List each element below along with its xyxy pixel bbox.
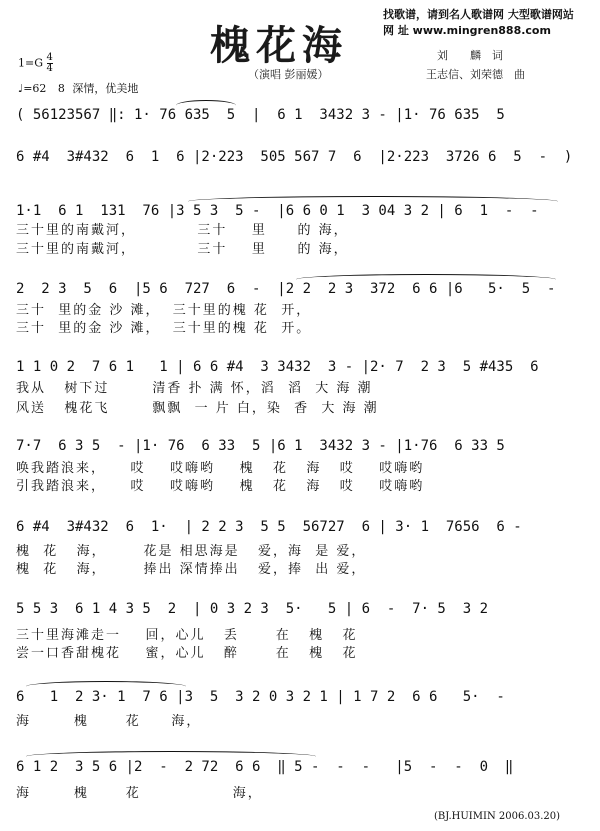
composer: 王志信、刘荣德 曲 (426, 68, 525, 81)
site-line-1: 找歌谱，请到名人歌谱网 大型歌谱网站 (383, 8, 574, 21)
staff-notes: 6 1 2 3· 1 7 6 |3 5 3 2 0 3 2 1 | 1 7 2 6 6 5· - (16, 689, 505, 705)
expression: 深情，优美地 (72, 82, 139, 95)
lyric-line: 三十 里的金 沙 滩， 三十里的槐 花 开， (16, 303, 312, 318)
lyric-line: 唤我踏浪来， 哎 哎嗨哟 槐 花 海 哎 哎嗨哟 (16, 461, 425, 476)
lyric-line: 槐 花 海， 花是 相思海是 爱，海 是 爱， (16, 544, 367, 559)
staff-notes: 5 5 3 6 1 4 3 5 2 | 0 3 2 3 5· 5 | 6 - 7· 5 3 2 (16, 601, 489, 617)
staff-notes: 6 #4 3#432 6 1 6 |2·223 505 567 7 6 |2·223 3726 6 5 - ) (16, 149, 573, 165)
staff-10 (16, 748, 586, 786)
staff-notes: 1·1 6 1 131 76 |3 5 3 5 - |6 6 0 1 3 04 3 2 | 6 1 - - (16, 203, 539, 219)
staff-notes: 6 #4 3#432 6 1· | 2 2 3 5 5 56727 6 | 3· 1 7656 6 - (16, 519, 522, 535)
slur (26, 751, 316, 762)
staff-7 (16, 508, 586, 546)
staff-notes: 1 1 0 2 7 6 1 1 | 6 6 #4 3 3432 3 - |2· 7 2 3 5 #435 6 (16, 359, 539, 375)
key: 1=G (18, 56, 44, 70)
lyric-line: 风送 槐花飞 飘飘 一 片 白，染 香 大 海 潮 (16, 401, 379, 416)
lyric-line: 我从 树下过 清香 扑 满 怀，滔 滔 大 海 潮 (16, 381, 373, 396)
slur (176, 100, 236, 111)
site-line-2: 网 址 www.mingren888.com (383, 24, 551, 37)
lyric-line: 尝一口香甜槐花 蜜，心儿 醉 在 槐 花 (16, 646, 358, 661)
slur (26, 681, 186, 692)
lyric-line: 海 槐 花 海， (16, 714, 202, 729)
lyric-line: 三十里海滩走一 回，心儿 丢 在 槐 花 (16, 628, 358, 643)
staff-9 (16, 678, 586, 716)
footer-credit: (BJ.HUIMIN 2006.03.20) (434, 811, 561, 822)
staff-1 (16, 96, 586, 134)
lyric-line: 引我踏浪来， 哎 哎嗨哟 槐 花 海 哎 哎嗨哟 (16, 479, 425, 494)
staff-notes: 2 2 3 5 6 |5 6 727 6 - |2 2 2 3 372 6 6 |6 5· 5 - (16, 281, 556, 297)
tempo (18, 80, 138, 96)
lyricist: 刘 麟 词 (437, 49, 503, 62)
singer: （演唱 彭丽媛） (248, 68, 329, 81)
slur (296, 274, 556, 285)
lyric-line: 三十里的南戴河， 三十 里 的 海， (16, 223, 349, 238)
staff-8 (16, 590, 586, 628)
staff-notes: 7·7 6 3 5 - |1· 76 6 33 5 |6 1 3432 3 - |1·76 6 33 5 (16, 438, 505, 454)
staff-2 (16, 138, 586, 176)
lyric-line: 三十里的南戴河， 三十 里 的 海， (16, 242, 349, 257)
lyric-line: 槐 花 海， 捧出 深情捧出 爱，捧 出 爱， (16, 562, 367, 577)
slur (188, 196, 558, 207)
time-signature (47, 53, 53, 74)
time-bottom: 4 (46, 63, 53, 74)
time-top: 4 (46, 52, 53, 63)
staff-notes: 6 1 2 3 5 6 |2 - 2 72 6 6 ‖ 5 - - - |5 - - 0 ‖ (16, 759, 514, 775)
staff-notes: ( 56123567 ‖: 1· 76 635 5 | 6 1 3432 3 - |1· 76 635 5 (16, 107, 505, 123)
lyric-line: 海 槐 花 海， (16, 786, 263, 801)
tempo-mark: 8 (57, 82, 65, 95)
lyric-line: 三十 里的金 沙 滩， 三十里的槐 花 开。 (16, 321, 312, 336)
key-signature (18, 53, 53, 74)
tempo-value: ♩=62 (18, 82, 47, 95)
song-title: 槐花海 (210, 22, 348, 69)
